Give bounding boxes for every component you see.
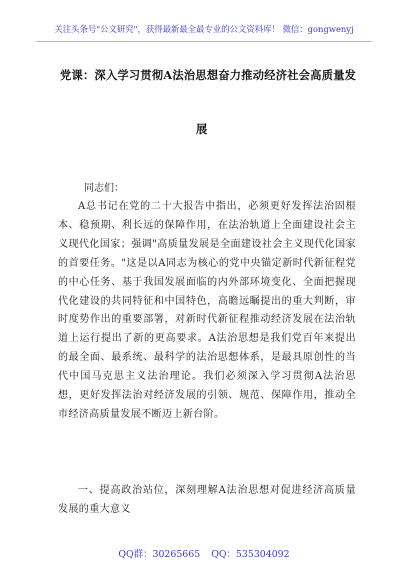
footer-qq-group[interactable]: QQ群：30265665: [118, 549, 201, 560]
footer-contact: [0, 546, 408, 560]
body-paragraph-1: A总书记在党的二十大报告中指出，必须更好发挥法治固根本、稳预期、利长远的保障作用，在法治轨道上全面建设社会主义现代化国家；强调"高质量发展是全面建设社会主义现代化国家的首要任务。"这是以A同志为核心的党中央锚定新时代新征程党的中心任务、基于我国发展面临的内外部环境变化、全面把握现代化建设的共同特征和中国特色，高瞻远瞩提出的重大判断，审时度势作出的重要部署，对新时代新征程推动经济发展在法治轨道上运行提出了新的更高要求。A法治思想是我们党百年来提出的最全面、最系统、最科学的法治思想体系，是最具原创性的当代中国马克思主义法治理论。我们必须深入学习贯彻A法治思想，更好发挥法治对经济发展的引领、规范、保障作用，推动全市经济高质量发展不断迈上新台阶。: [58, 201, 356, 420]
document-title-line2: 展: [196, 122, 208, 136]
header-banner[interactable]: 关注头条号"公文研究"，获得最新最全最专业的公文资料库！ 微信：gongwenyj: [54, 24, 354, 34]
footer-qq[interactable]: QQ：535304092: [211, 549, 290, 560]
section-heading-1: 一、提高政治站位，深刻理解A法治思想对促进经济高质量发展的重大意义: [58, 485, 356, 515]
header-divider: [36, 41, 372, 42]
greeting: 同志们：: [84, 183, 124, 194]
document-title-line1: 党课：深入学习贯彻A法治思想奋力推动经济社会高质量发: [60, 68, 357, 82]
